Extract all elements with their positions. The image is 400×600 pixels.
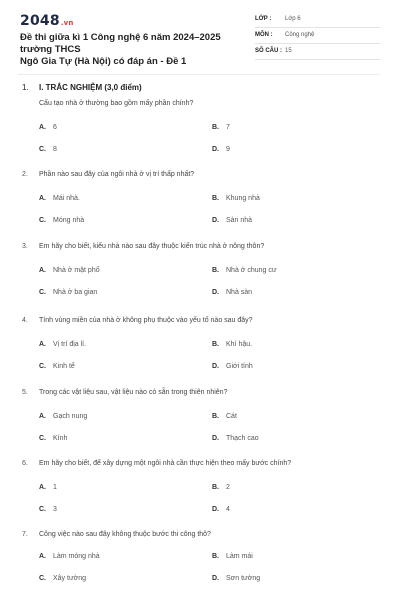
option-letter: B. [212,124,219,131]
option-d[interactable] [212,146,230,153]
option-letter: A. [39,484,46,491]
option-letter: B. [212,341,219,348]
section-title [22,83,142,92]
meta-label: MÔN : [255,32,273,38]
option-text: Khung nhà [226,195,260,202]
option-b[interactable] [212,267,277,274]
brand-name: 2048 [20,13,60,29]
option-letter: D. [212,363,219,370]
option-letter: D. [212,217,219,224]
option-d[interactable] [212,217,252,224]
option-text: Giới tính [226,363,253,370]
option-d[interactable] [212,506,230,513]
brand-logo[interactable] [20,13,74,29]
option-text: Cát [226,413,237,420]
question-stem [22,389,227,396]
option-text: Kính [53,435,68,442]
meta-value: 15 [285,48,292,54]
meta-row-count [255,44,380,60]
document-title-line-2: Ngô Gia Tự (Hà Nội) có đáp án - Đề 1 [20,56,187,67]
option-a[interactable] [39,484,57,491]
option-letter: B. [212,267,219,274]
option-letter: B. [212,195,219,202]
question-number: 7. [22,531,28,538]
option-letter: C. [39,435,46,442]
option-text: Sàn nhà [226,217,253,224]
meta-value: Lớp 6 [285,16,301,22]
option-c[interactable] [39,289,97,296]
question-text: Tính vùng miền của nhà ở không phụ thuộc vào yếu tố nào sau đây? [39,317,253,324]
option-text: 3 [53,506,57,513]
question-number: 4. [22,317,28,324]
option-text: 2 [226,484,230,491]
option-text: Gạch nung [53,413,88,420]
option-letter: D. [212,575,219,582]
question-text: Công việc nào sau đây không thuộc bước thi công thô? [39,531,211,538]
option-text: 1 [53,484,57,491]
question-text: Cấu tạo nhà ở thường bao gồm mấy phần chính? [39,100,194,107]
document-title-line-1: Đề thi giữa kì 1 Công nghệ 6 năm 2024–2025 trường THCS [20,32,221,55]
option-b[interactable] [212,195,260,202]
option-letter: A. [39,553,46,560]
option-text: Xây tường [53,575,87,582]
option-b[interactable] [212,341,252,348]
option-text: Khí hậu. [226,341,253,348]
option-text: Sơn tường [226,575,261,582]
question-text: Em hãy cho biết, để xây dựng một ngôi nhà cần thực hiện theo mấy bước chính? [39,460,292,467]
option-text: Nhà ở ba gian [53,289,98,296]
option-c[interactable] [39,217,84,224]
question-stem [22,100,193,107]
option-letter: C. [39,575,46,582]
option-c[interactable] [39,506,57,513]
option-text: Mái nhà. [53,195,80,202]
option-a[interactable] [39,553,100,560]
meta-row-subject [255,28,380,44]
section-number: 1. [22,83,29,92]
option-letter: D. [212,506,219,513]
option-text: 9 [226,146,230,153]
question-text: Trong các vật liệu sau, vật liệu nào có sẵn trong thiên nhiên? [39,389,228,396]
option-d[interactable] [212,289,252,296]
question-text: Em hãy cho biết, kiểu nhà nào sau đây thuộc kiến trúc nhà ở nông thôn? [39,243,265,250]
option-text: 8 [53,146,57,153]
question-stem [22,460,291,467]
question-number: 5. [22,389,28,396]
option-text: 4 [226,506,230,513]
question-number: 3. [22,243,28,250]
option-letter: D. [212,435,219,442]
option-letter: C. [39,146,46,153]
option-letter: C. [39,506,46,513]
option-d[interactable] [212,363,253,370]
option-text: Làm mái [226,553,253,560]
document-header [0,0,400,70]
meta-label: LỚP : [255,16,272,22]
option-letter: A. [39,413,46,420]
option-a[interactable] [39,341,86,348]
option-b[interactable] [212,124,230,131]
option-letter: A. [39,267,46,274]
option-letter: C. [39,289,46,296]
option-c[interactable] [39,435,67,442]
option-letter: B. [212,413,219,420]
option-letter: D. [212,146,219,153]
option-text: Vị trí địa lí. [53,341,87,348]
option-b[interactable] [212,553,253,560]
document-title [20,32,250,68]
option-letter: C. [39,363,46,370]
question-number: 2. [22,171,28,178]
option-b[interactable] [212,484,230,491]
option-c[interactable] [39,146,57,153]
option-text: Nhà sàn [226,289,253,296]
option-a[interactable] [39,124,57,131]
option-letter: A. [39,124,46,131]
option-text: Thạch cao [226,435,259,442]
option-letter: C. [39,217,46,224]
option-a[interactable] [39,195,80,202]
option-text: 6 [53,124,57,131]
meta-label: SỐ CÂU : [255,48,282,54]
question-stem [22,317,253,324]
section-label: I. TRẮC NGHIỆM (3,0 điểm) [39,83,142,92]
option-letter: A. [39,195,46,202]
meta-value: Công nghệ [285,32,315,38]
option-b[interactable] [212,413,237,420]
option-letter: A. [39,341,46,348]
option-letter: B. [212,553,219,560]
option-letter: B. [212,484,219,491]
meta-row-class [255,12,380,28]
option-text: Làm móng nhà [53,553,100,560]
option-letter: D. [212,289,219,296]
option-text: Nhà ở chung cư [226,267,277,274]
header-divider [18,74,380,75]
brand-suffix: .vn [60,19,74,27]
question-stem [22,531,211,538]
option-text: Kinh tế [53,363,75,370]
question-stem [22,243,264,250]
question-stem [22,171,194,178]
option-a[interactable] [39,267,100,274]
option-c[interactable] [39,575,86,582]
option-c[interactable] [39,363,75,370]
option-text: Nhà ở mặt phố [53,267,100,274]
question-number: 6. [22,460,28,467]
option-a[interactable] [39,413,87,420]
option-text: 7 [226,124,230,131]
option-text: Móng nhà [53,217,85,224]
option-d[interactable] [212,575,260,582]
question-text: Phần nào sau đây của ngôi nhà ở vị trí thấp nhất? [39,171,195,178]
option-d[interactable] [212,435,259,442]
